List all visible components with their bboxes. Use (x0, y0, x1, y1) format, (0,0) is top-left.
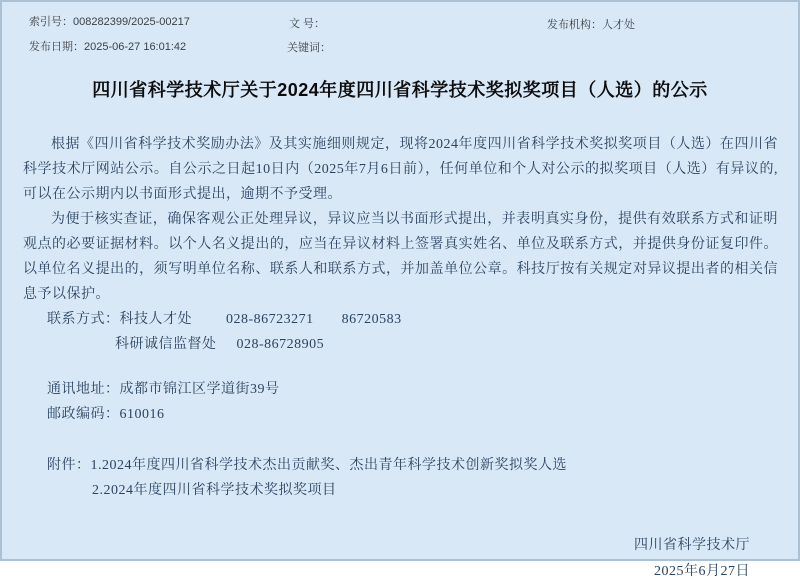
signature-date: 2025年6月27日 (654, 564, 750, 579)
contact-line-2 (23, 332, 778, 357)
contact-phone-1: 028-86723271 (226, 312, 314, 327)
contact-dept-talent: 科技人才处 (119, 312, 192, 327)
attachment-label: 附件： (47, 458, 91, 473)
meta-publishing-agency: 发布机构：人才处 (547, 19, 635, 31)
attachment-line-2 (23, 478, 778, 503)
meta-index-number: 索引号：008282399/2025-00217 (29, 16, 190, 28)
attachment-item-2[interactable]: 2.2024年度四川省科学技术奖拟奖项目 (92, 483, 337, 498)
paragraph-objection-rules: 为便于核实查证，确保客观公正处理异议，异议应当以书面形式提出，并表明真实身份，提供有效联系方式和证明观点的必要证据材料。以个人名义提出的，应当在异议材料上签署真实姓名、单位及联系方式，并提供身份证复印件。以单位名义提出的，须写明单位名称、联系人和联系方式，并加盖单位公章。科技厅按有关规定对异议提出者的相关信息予以保护。 (23, 212, 778, 302)
attachment-item-1[interactable]: 1.2024年度四川省科学技术杰出贡献奖、杰出青年科学技术创新奖拟奖人选 (90, 458, 567, 473)
contact-line-1 (23, 307, 778, 332)
page-title: 四川省科学技术厅关于2024年度四川省科学技术奖拟奖项目（人选）的公示 (92, 80, 708, 101)
address-block (23, 377, 778, 427)
postal-code: 邮政编码：610016 (47, 407, 165, 422)
attachment-block (23, 453, 778, 503)
meta-keywords: 关键词： (287, 42, 331, 54)
contact-label: 联系方式： (47, 312, 120, 327)
meta-doc-number: 文 号： (289, 18, 326, 30)
signature-block (23, 533, 778, 585)
meta-publish-date: 发布日期：2025-06-27 16:01:42 (29, 41, 187, 53)
document-body (23, 132, 778, 585)
contact-phone-2: 86720583 (341, 312, 402, 327)
contact-phone-3: 028-86728905 (236, 337, 325, 352)
mailing-address: 通讯地址：成都市锦江区学道街39号 (47, 382, 280, 397)
paragraph-basis: 根据《四川省科学技术奖励办法》及其实施细则规定，现将2024年度四川省科学技术奖拟奖项目（人选）在四川省科学技术厅网站公示。自公示之日起10日内（2025年7月6日前），任何单位和个人对公示的拟奖项目（人选）有异议的,可以在公示期内以书面形式提出，逾期不予受理。 (23, 137, 778, 202)
signature-organization: 四川省科学技术厅 (634, 538, 750, 553)
contact-dept-integrity: 科研诚信监督处 (115, 337, 217, 352)
attachment-line-1 (23, 453, 778, 478)
